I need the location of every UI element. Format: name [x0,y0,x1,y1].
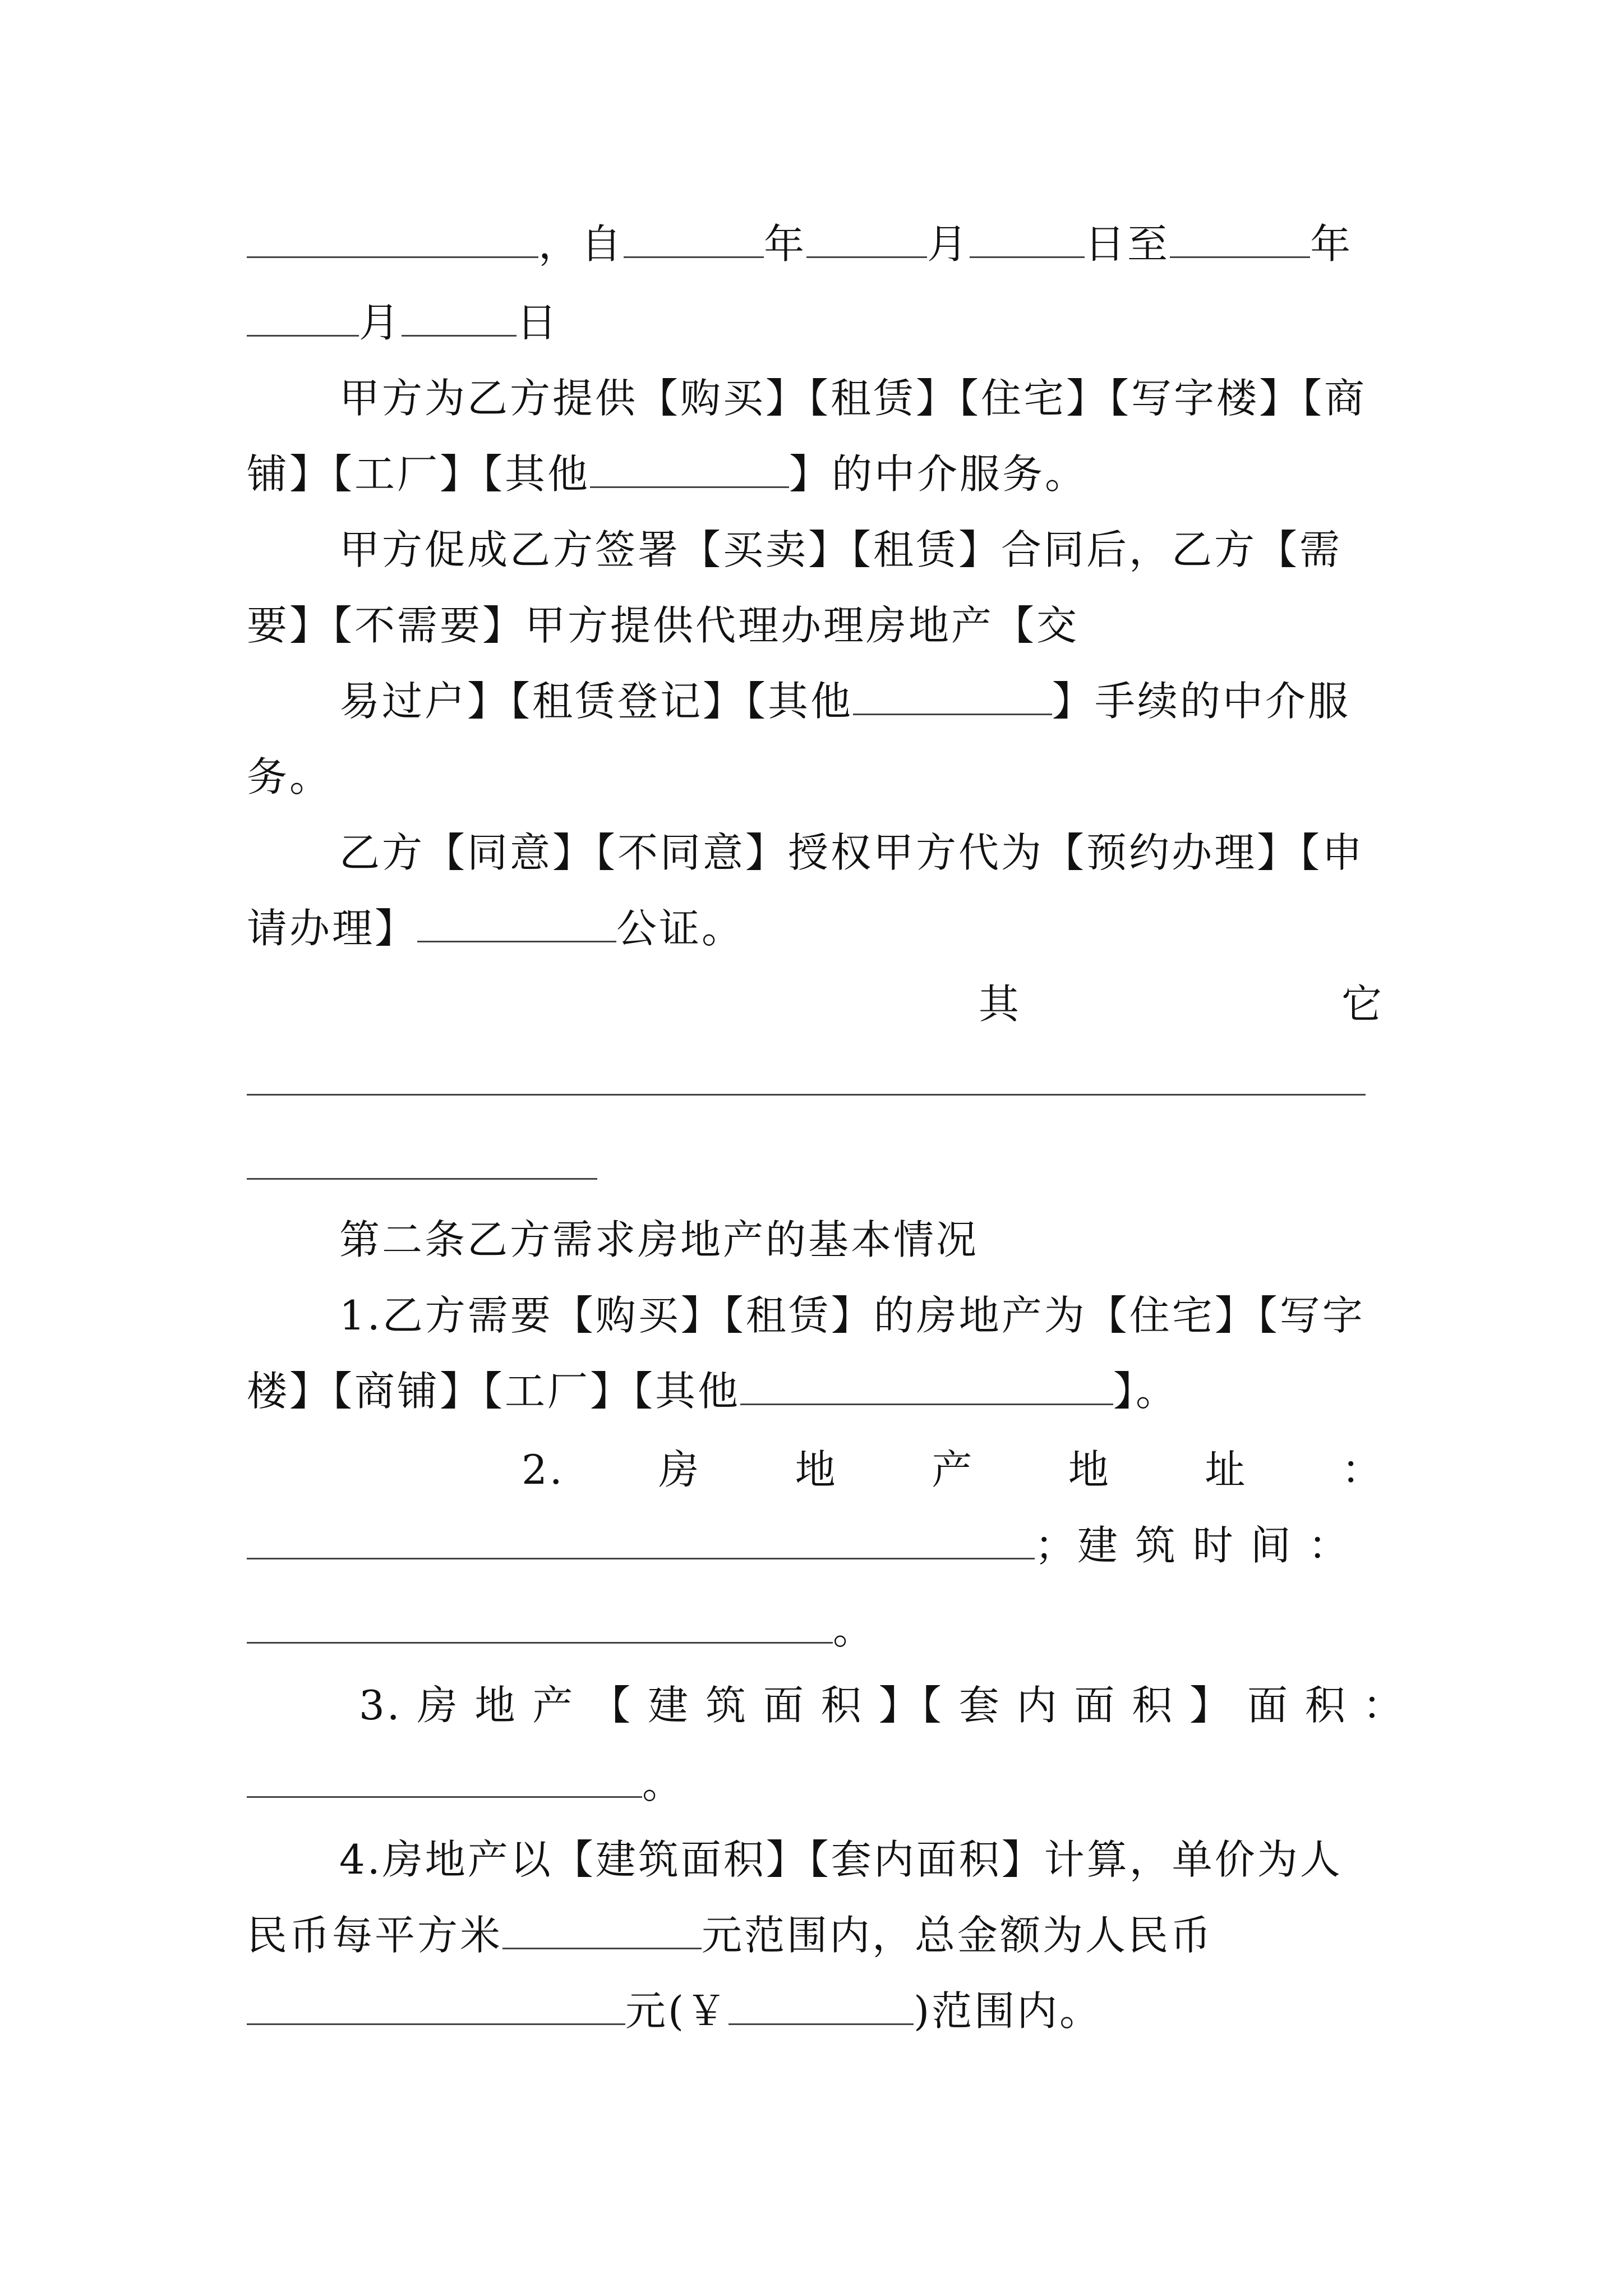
section-heading: 第二条乙方需求房地产的基本情况 [339,1216,979,1263]
blank-rule [247,1178,597,1180]
blank-field [247,1605,833,1644]
build-time-line: 。 [247,1602,1384,1658]
agency-service-line: 甲方促成乙方签署【买卖】【租赁】合同后，乙方【需 [339,526,1343,573]
agency-service-line-cont: 要】【不需要】甲方提供代理办理房地产【交 [247,602,1080,649]
blank-field [502,1911,702,1949]
price-line-cont: 民币每平方米 元范围内，总金额为人民币 [247,1912,1214,1959]
blank-field [853,677,1052,715]
other-heading: 其 它 [979,981,1384,1028]
total-price-line: 元(￥ )范围内。 [247,1983,1384,2039]
blank-field [590,449,789,488]
blank-field [247,1759,642,1798]
service-type-line: 甲方为乙方提供【购买】【租赁】【住宅】【写字楼】【商 [339,375,1367,422]
area-line: 3. 房 地 产 【 建 筑 面 积 】【 套 内 面 积 】 面 积 ： [359,1682,1405,1729]
notary-line-cont: 请办理】 公证。 [247,905,745,952]
property-type-line: 1.乙方需要【购买】【租赁】的房地产为【住宅】【写字 [339,1292,1365,1339]
area-value-line: 。 [247,1756,1384,1812]
property-type-line-cont: 楼】【商铺】【工厂】【其他 】。 [247,1368,1179,1415]
procedure-line: 易过户】【租赁登记】【其他 】手续的中介服 [339,678,1351,725]
blank-field [740,1366,1113,1405]
blank-field [402,298,517,337]
price-line: 4.房地产以【建筑面积】【套内面积】计算，单价为人 [339,1836,1343,1883]
blank-field [624,219,764,258]
blank-field [728,1986,914,2025]
date-range-line-end: 月 日 [247,295,1384,351]
blank-field [417,904,616,942]
blank-field [247,298,359,337]
procedure-line-end: 务。 [247,753,333,800]
blank-field [970,219,1085,258]
blank-field [247,1521,1035,1559]
blank-field [1170,219,1310,258]
address-label-line: 2. 房 地 产 地 址 ： [522,1446,1384,1493]
notary-line: 乙方【同意】【不同意】授权甲方代为【预约办理】【申 [339,829,1365,876]
blank-field [247,219,538,258]
blank-field [247,1986,625,2025]
date-range-line: ，自 年 月 日至 年 [247,216,1384,272]
blank-field [806,219,927,258]
blank-rule [247,1094,1366,1096]
address-build-time-line: ；建 筑 时 间 ： [247,1517,1384,1573]
service-type-line-cont: 铺】【工厂】【其他 】的中介服务。 [247,450,1088,498]
